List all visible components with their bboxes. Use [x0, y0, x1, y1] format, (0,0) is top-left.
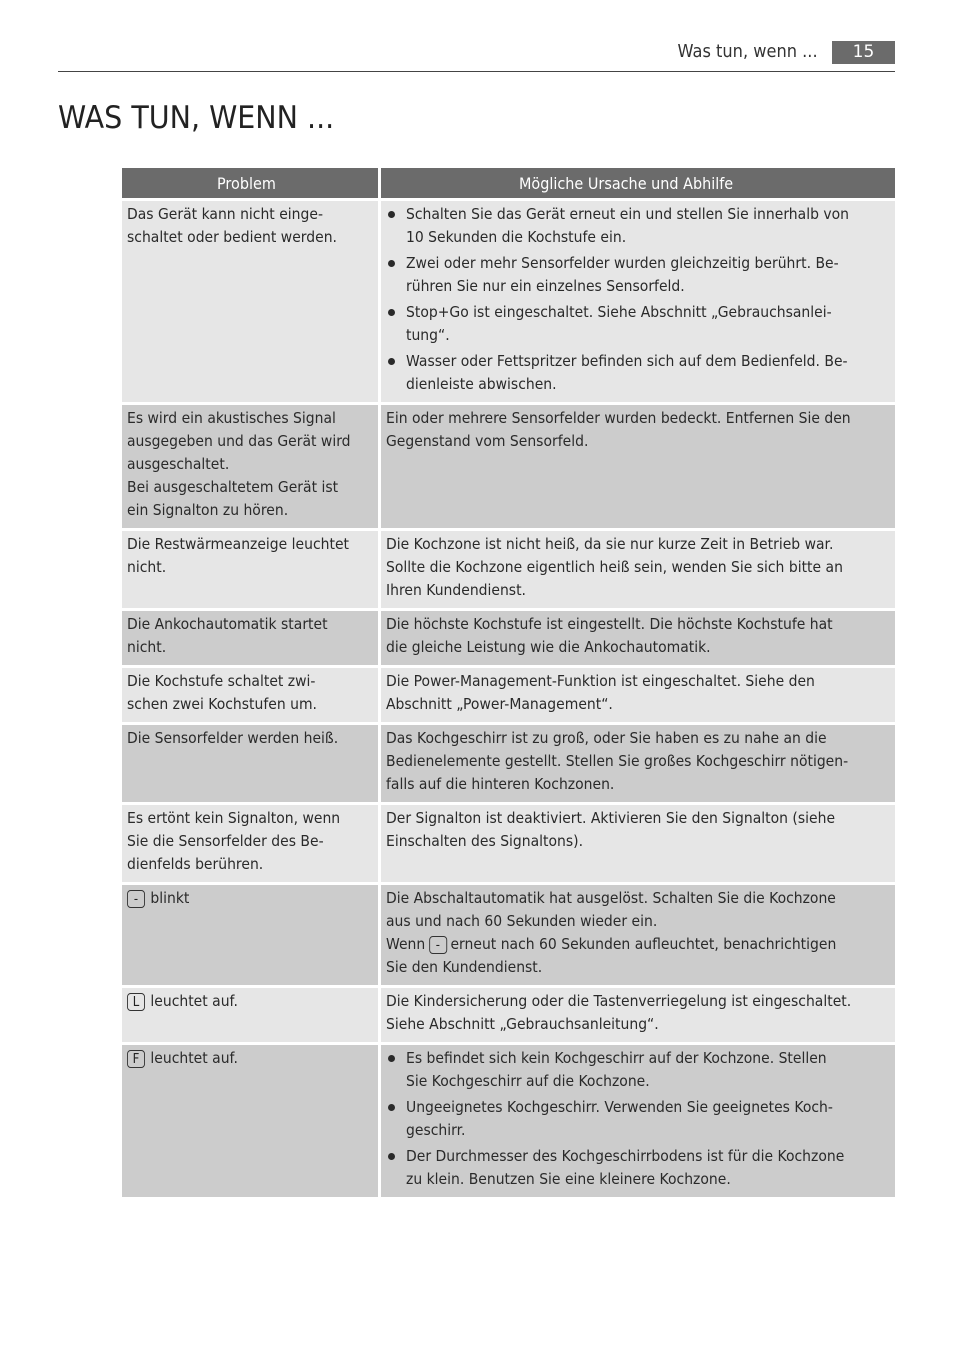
- table-row: [122, 404, 895, 530]
- solution-cell: Ein oder mehrere Sensorfelder wurden bedeckt. Entfernen Sie den Gegenstand vom Sensorfeld.: [379, 404, 895, 530]
- bullet-icon: [388, 260, 395, 267]
- list-item: Wasser oder Fettspritzer befinden sich auf dem Bedienfeld. Be- dienleiste abwischen.: [386, 350, 890, 396]
- running-header: [58, 40, 895, 72]
- page-title: WAS TUN, WENN ...: [58, 100, 335, 136]
- solution-cell: Die Kochzone ist nicht heiß, da sie nur kurze Zeit in Betrieb war. Sollte die Kochzone eigentlich heiß sein, wenden Sie sich bitte an Ihren Kundendienst.: [379, 530, 895, 610]
- solution-cell: Die Power-Management-Funktion ist eingeschaltet. Siehe den Abschnitt „Power-Management“.: [379, 667, 895, 724]
- table-row: [122, 530, 895, 610]
- list-item: Ungeeignetes Kochgeschirr. Verwenden Sie geeignetes Koch- geschirr.: [386, 1096, 890, 1142]
- troubleshooting-table: [122, 168, 895, 1200]
- solution-cell: Der Signalton ist deaktiviert. Aktivieren Sie den Signalton (siehe Einschalten des Signaltons).: [379, 804, 895, 884]
- table-row: [122, 610, 895, 667]
- table-row: [122, 987, 895, 1044]
- problem-cell: Es ertönt kein Signalton, wenn Sie die Sensorfelder des Be- dienfelds berühren.: [122, 804, 379, 884]
- problem-cell: Es wird ein akustisches Signal ausgegeben und das Gerät wird ausgeschaltet. Bei ausgeschaltetem Gerät ist ein Signalton zu hören.: [122, 404, 379, 530]
- bullet-icon: [388, 309, 395, 316]
- table-header-row: [122, 168, 895, 200]
- solution-list: [386, 1047, 890, 1191]
- bullet-icon: [388, 211, 395, 218]
- column-header-solution: Mögliche Ursache und Abhilfe: [379, 168, 895, 200]
- table-row: [122, 804, 895, 884]
- bullet-icon: [388, 1153, 395, 1160]
- problem-cell: Die Restwärmeanzeige leuchtet nicht.: [122, 530, 379, 610]
- table-row: [122, 724, 895, 804]
- solution-cell: Die Abschaltautomatik hat ausgelöst. Schalten Sie die Kochzone aus und nach 60 Sekunden wieder ein. Wenn - erneut nach 60 Sekunden aufleuchtet, benachrichtigen Sie den Kundendienst.: [379, 884, 895, 987]
- display-f-icon: F: [127, 1050, 145, 1068]
- page-number: 15: [832, 41, 895, 64]
- list-item: Der Durchmesser des Kochgeschirrbodens ist für die Kochzone zu klein. Benutzen Sie eine kleinere Kochzone.: [386, 1145, 890, 1191]
- table-row: [122, 884, 895, 987]
- table-row: [122, 1044, 895, 1199]
- problem-cell: L leuchtet auf.: [122, 987, 379, 1044]
- list-item: Es befindet sich kein Kochgeschirr auf der Kochzone. Stellen Sie Kochgeschirr auf die Kochzone.: [386, 1047, 890, 1093]
- problem-cell: Die Sensorfelder werden heiß.: [122, 724, 379, 804]
- list-item: Schalten Sie das Gerät erneut ein und stellen Sie innerhalb von 10 Sekunden die Kochstufe ein.: [386, 203, 890, 249]
- problem-cell: F leuchtet auf.: [122, 1044, 379, 1199]
- column-header-problem: Problem: [122, 168, 379, 200]
- problem-cell: - blinkt: [122, 884, 379, 987]
- problem-cell: Die Kochstufe schaltet zwi- schen zwei Kochstufen um.: [122, 667, 379, 724]
- bullet-icon: [388, 1104, 395, 1111]
- solution-cell: Die Kindersicherung oder die Tastenverriegelung ist eingeschaltet. Siehe Abschnitt „Gebrauchsanleitung“.: [379, 987, 895, 1044]
- solution-cell: Das Kochgeschirr ist zu groß, oder Sie haben es zu nahe an die Bedienelemente gestellt. Stellen Sie großes Kochgeschirr nötigen- falls auf die hinteren Kochzonen.: [379, 724, 895, 804]
- display-lock-l-icon: L: [127, 993, 145, 1011]
- table-row: [122, 200, 895, 404]
- solution-cell: [379, 200, 895, 404]
- bullet-icon: [388, 358, 395, 365]
- running-title: Was tun, wenn ...: [677, 41, 818, 62]
- problem-cell: Das Gerät kann nicht einge- schaltet oder bedient werden.: [122, 200, 379, 404]
- display-dash-icon: -: [127, 890, 145, 908]
- solution-cell: Die höchste Kochstufe ist eingestellt. Die höchste Kochstufe hat die gleiche Leistung wie die Ankochautomatik.: [379, 610, 895, 667]
- table-row: [122, 667, 895, 724]
- list-item: Zwei oder mehr Sensorfelder wurden gleichzeitig berührt. Be- rühren Sie nur ein einzelnes Sensorfeld.: [386, 252, 890, 298]
- problem-cell: Die Ankochautomatik startet nicht.: [122, 610, 379, 667]
- solution-cell: [379, 1044, 895, 1199]
- bullet-icon: [388, 1055, 395, 1062]
- display-dash-icon: -: [428, 936, 446, 954]
- solution-list: [386, 203, 890, 396]
- list-item: Stop+Go ist eingeschaltet. Siehe Abschnitt „Gebrauchsanlei- tung“.: [386, 301, 890, 347]
